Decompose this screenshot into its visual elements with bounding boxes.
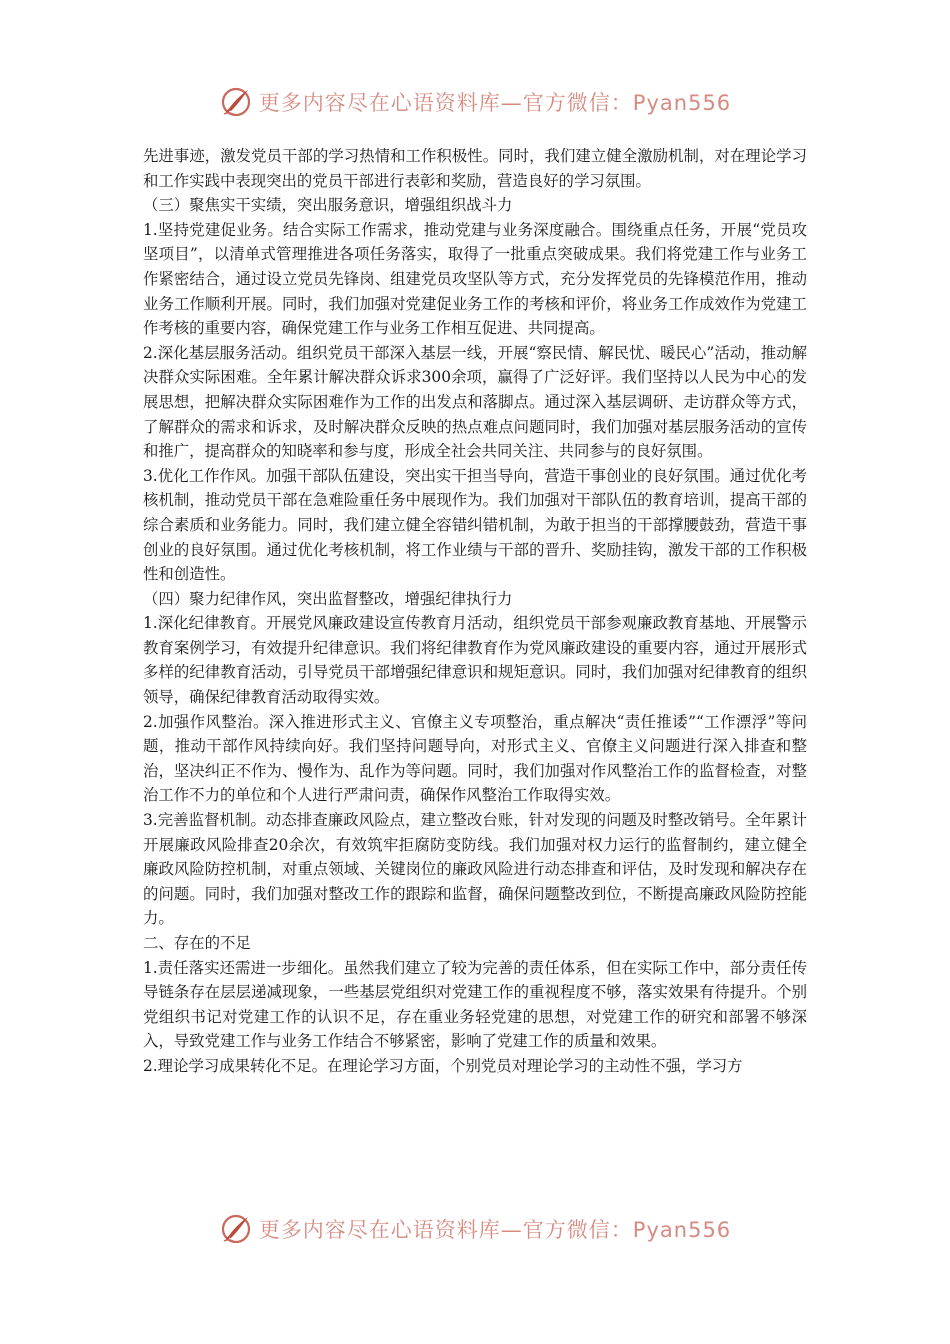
section-heading: （三）聚焦实干实绩，突出服务意识，增强组织战斗力 — [143, 196, 513, 215]
header-banner-text: 更多内容尽在心语资料库—官方微信：Pyan556 — [258, 91, 732, 115]
quill-pen-icon — [219, 85, 253, 119]
paragraph: 2.深化基层服务活动。组织党员干部深入基层一线，开展“察民情、解民忧、暖民心”活动，推动解决群众实际困难。全年累计解决群众诉求300余项，赢得了广泛好评。我们坚持以人民为中心的发展思想，把解决群众实际困难作为工作的出发点和落脚点。通过深入基层调研、走访群众等方式，了解群众的需求和诉求，及时解决群众反映的热点难点问题同时，我们加强对基层服务活动的宣传和推广，提高群众的知晓率和参与度，形成全社会共同关注、共同参与的良好氛围。 — [143, 343, 807, 461]
paragraph: 先进事迹，激发党员干部的学习热情和工作积极性。同时，我们建立健全激励机制，对在理论学习和工作实践中表现突出的党员干部进行表彰和奖励，营造良好的学习氛围。 — [143, 147, 807, 190]
paragraph: 2.理论学习成果转化不足。在理论学习方面，个别党员对理论学习的主动性不强，学习方 — [143, 1056, 743, 1075]
document-body — [143, 144, 807, 1079]
paragraph: 1.责任落实还需进一步细化。虽然我们建立了较为完善的责任体系，但在实际工作中，部分责任传导链条存在层层递减现象，一些基层党组织对党建工作的重视程度不够，落实效果有待提升。个别党组织书记对党建工作的认识不足，存在重业务轻党建的思想，对党建工作的研究和部署不够深入，导致党建工作与业务工作结合不够紧密，影响了党建工作的质量和效果。 — [143, 958, 807, 1051]
footer-banner-text: 更多内容尽在心语资料库—官方微信：Pyan556 — [258, 1218, 732, 1242]
quill-pen-icon — [219, 1212, 253, 1246]
section-heading: 二、存在的不足 — [143, 934, 251, 952]
paragraph: 1.坚持党建促业务。结合实际工作需求，推动党建与业务深度融合。围绕重点任务，开展“党员攻坚项目”，以清单式管理推进各项任务落实，取得了一批重点突破成果。我们将党建工作与业务工作紧密结合，通过设立党员先锋岗、组建党员攻坚队等方式，充分发挥党员的先锋模范作用，推动业务工作顺利开展。同时，我们加强对党建促业务工作的考核和评价，将业务工作成效作为党建工作考核的重要内容，确保党建工作与业务工作相互促进、共同提高。 — [143, 220, 807, 338]
footer-banner — [0, 1207, 950, 1251]
section-heading: （四）聚力纪律作风，突出监督整改，增强纪律执行力 — [143, 589, 513, 608]
paragraph: 3.完善监督机制。动态排查廉政风险点，建立整改台账，针对发现的问题及时整改销号。全年累计开展廉政风险排查20余次，有效筑牢拒腐防变防线。我们加强对权力运行的监督制约，建立健全廉政风险防控机制，对重点领域、关键岗位的廉政风险进行动态排查和评估，及时发现和解决存在的问题。同时，我们加强对整改工作的跟踪和监督，确保问题整改到位，不断提高廉政风险防控能力。 — [143, 811, 807, 928]
paragraph: 3.优化工作作风。加强干部队伍建设，突出实干担当导向，营造干事创业的良好氛围。通过优化考核机制，推动党员干部在急难险重任务中展现作为。我们加强对干部队伍的教育培训，提高干部的综合素质和业务能力。同时，我们建立健全容错纠错机制，为敢于担当的干部撑腰鼓劲，营造干事创业的良好氛围。通过优化考核机制，将工作业绩与干部的晋升、奖励挂钩，激发干部的工作积极性和创造性。 — [143, 466, 807, 584]
paragraph: 2.加强作风整治。深入推进形式主义、官僚主义专项整治，重点解决“责任推诿”“工作漂浮”等问题，推动干部作风持续向好。我们坚持问题导向，对形式主义、官僚主义问题进行深入排查和整治，坚决纠正不作为、慢作为、乱作为等问题。同时，我们加强对作风整治工作的监督检查，对整治工作不力的单位和个人进行严肃问责，确保作风整治工作取得实效。 — [143, 712, 807, 805]
header-banner — [0, 80, 950, 124]
paragraph: 1.深化纪律教育。开展党风廉政建设宣传教育月活动，组织党员干部参观廉政教育基地、开展警示教育案例学习，有效提升纪律意识。我们将纪律教育作为党风廉政建设的重要内容，通过开展形式多样的纪律教育活动，引导党员干部增强纪律意识和规矩意识。同时，我们加强对纪律教育的组织领导，确保纪律教育活动取得实效。 — [143, 614, 807, 707]
